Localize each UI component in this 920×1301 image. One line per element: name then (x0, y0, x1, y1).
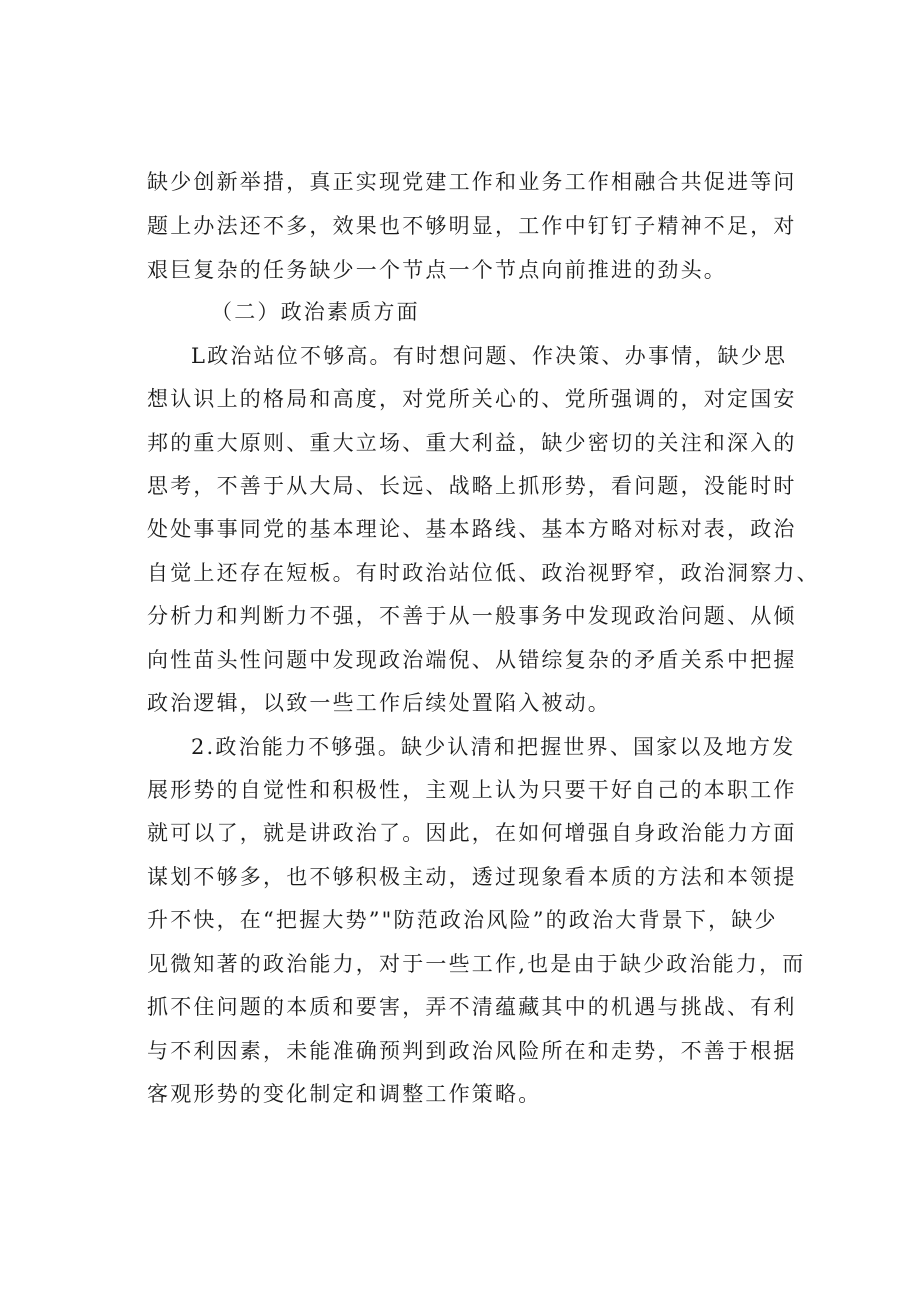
paragraph-1-line-2: 题上办法还不多，效果也不够明显，工作中钉钉子精神不足，对 (147, 214, 797, 238)
paragraph-2-line-6: 自觉上还存在短板。有时政治站位低、政治视野窄，政治洞察力、 (147, 561, 820, 585)
paragraph-3-line-8: 与不利因素，未能准确预判到政治风险所在和走势，不善于根据 (147, 1039, 797, 1063)
paragraph-3-line-6: 见微知著的政治能力，对于一些工作,也是由于缺少政治能力，而 (147, 952, 806, 976)
paragraph-3-line-5: 升不快，在“把握大势”"防范政治风险”的政治大背景下，缺少 (147, 908, 778, 932)
paragraph-2-line-5: 处处事事同党的基本理论、基本路线、基本方略对标对表，政治 (147, 517, 797, 541)
paragraph-3-line-4: 谋划不够多，也不够积极主动，透过现象看本质的方法和本领提 (147, 865, 797, 889)
paragraph-1-line-3: 艰巨复杂的任务缺少一个节点一个节点向前推进的劲头。 (147, 258, 727, 282)
paragraph-3-line-2: 展形势的自觉性和积极性，主观上认为只要干好自己的本职工作 (147, 778, 797, 802)
paragraph-2-line-3: 邦的重大原则、重大立场、重大利益，缺少密切的关注和深入的 (147, 431, 797, 455)
paragraph-2-line-9: 政治逻辑，以致一些工作后续处置陷入被动。 (147, 691, 611, 715)
paragraph-1-line-1: 缺少创新举措，真正实现党建工作和业务工作相融合共促进等问 (147, 170, 797, 194)
paragraph-2-line-1: L政治站位不够高。有时想问题、作决策、办事情，缺少思 (191, 344, 788, 368)
paragraph-3-line-9: 客观形势的变化制定和调整工作策略。 (147, 1082, 542, 1106)
paragraph-3-line-1: 2.政治能力不够强。缺少认清和把握世界、国家以及地方发 (191, 735, 796, 759)
paragraph-2-line-7: 分析力和判断力不强，不善于从一般事务中发现政治问题、从倾 (147, 604, 797, 628)
paragraph-2-line-4: 思考，不善于从大局、长远、战略上抓形势，看问题，没能时时 (147, 474, 797, 498)
paragraph-2-line-2: 想认识上的格局和高度，对党所关心的、党所强调的，对定国安 (147, 387, 797, 411)
paragraph-3-line-7: 抓不住问题的本质和要害，弄不清蕴藏其中的机遇与挑战、有利 (147, 995, 797, 1019)
paragraph-2-line-8: 向性苗头性问题中发现政治端倪、从错综复杂的矛盾关系中把握 (147, 648, 797, 672)
section-heading: （二）政治素质方面 (211, 300, 420, 324)
paragraph-3-line-3: 就可以了，就是讲政治了。因此，在如何增强自身政治能力方面 (147, 821, 797, 845)
